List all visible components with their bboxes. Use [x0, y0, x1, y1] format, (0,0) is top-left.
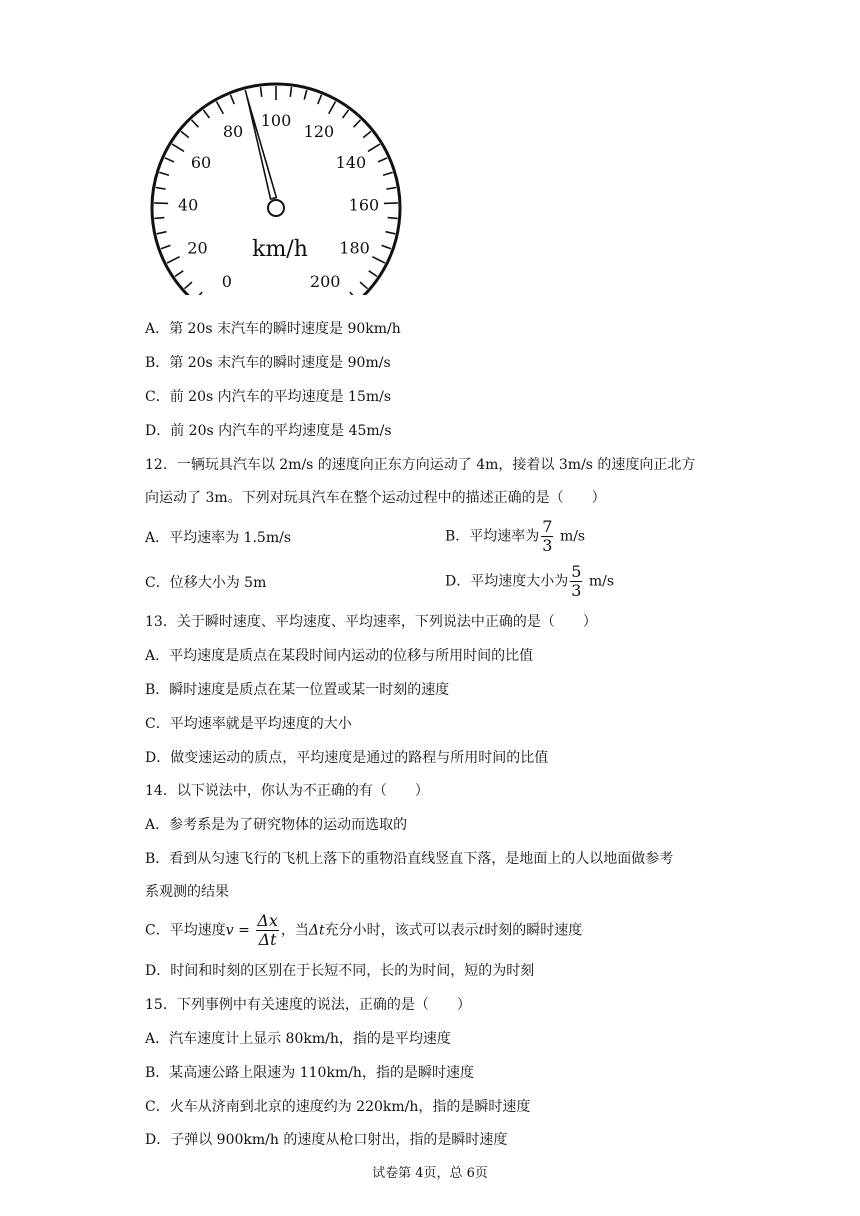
- speedometer-figure: [150, 80, 410, 295]
- fraction-denominator: 3: [571, 581, 582, 600]
- minor-tick: [363, 131, 371, 137]
- tick-label: 200: [309, 271, 341, 291]
- q13-option-b: B．瞬时速度是质点在某一位置或某一时刻的速度: [145, 682, 450, 698]
- minor-tick: [192, 120, 199, 127]
- q12-option-a: A．平均速率为 1.5m/s: [145, 530, 292, 546]
- needle-hub: [268, 200, 284, 216]
- minor-tick: [360, 282, 368, 289]
- minor-tick: [157, 232, 167, 234]
- t-symbol: t: [478, 922, 485, 939]
- unit: m/s: [559, 528, 586, 545]
- q15-stem: 15．下列事例中有关速度的说法，正确的是（ ）: [145, 997, 471, 1013]
- text-segment: ，当: [280, 922, 309, 939]
- q14-option-b-line2: 系观测的结果: [145, 884, 229, 900]
- major-tick: [329, 102, 336, 114]
- fraction-five-thirds: [570, 563, 582, 600]
- q15-option-a: A．汽车速度计上显示 80km/h，指的是平均速度: [145, 1031, 451, 1047]
- minor-tick: [383, 172, 393, 175]
- q12-option-d-label: D．平均速度大小为: [445, 573, 569, 590]
- tick-label: 20: [187, 238, 208, 258]
- minor-tick: [159, 172, 169, 175]
- minor-tick: [260, 87, 261, 97]
- minor-tick: [382, 245, 391, 248]
- minor-tick: [230, 95, 234, 104]
- fraction-dx-dt: [256, 912, 279, 949]
- minor-tick: [388, 218, 398, 219]
- major-tick: [368, 144, 380, 151]
- tick-label: 140: [335, 152, 367, 172]
- q13-option-d: D．做变速运动的质点，平均速度是通过的路程与所用时间的比值: [145, 750, 549, 766]
- q15-option-d: D．子弹以 900km/h 的速度从枪口射出，指的是瞬时速度: [145, 1132, 508, 1148]
- fraction-numerator: Δx: [257, 911, 278, 930]
- minor-tick: [350, 292, 357, 295]
- major-tick: [167, 257, 179, 263]
- q15-option-c: C．火车从济南到北京的速度约为 220km/h，指的是瞬时速度: [145, 1099, 531, 1115]
- major-tick: [372, 257, 384, 263]
- minor-tick: [343, 110, 349, 118]
- q14-option-d: D．时间和时刻的区别在于长短不同，长的为时间，短的为时刻: [145, 963, 535, 979]
- major-tick: [172, 144, 184, 151]
- tick-label: 100: [260, 111, 292, 130]
- text-segment: 时刻的瞬时速度: [484, 922, 583, 939]
- equals-sign: =: [233, 922, 255, 939]
- delta-t-symbol: Δt: [308, 922, 325, 939]
- minor-tick: [195, 292, 202, 295]
- minor-tick: [184, 282, 192, 289]
- tick-label: 180: [339, 238, 370, 258]
- minor-tick: [369, 271, 377, 277]
- minor-tick: [203, 110, 209, 118]
- text-segment: 充分小时，该式可以表示: [324, 922, 479, 939]
- q13-option-c: C．平均速率就是平均速度的大小: [145, 716, 352, 732]
- q11-option-c: C．前 20s 内汽车的平均速度是 15m/s: [145, 389, 392, 405]
- minor-tick: [304, 90, 307, 100]
- q12-option-b: [445, 518, 585, 555]
- q13-stem: 13．关于瞬时速度、平均速度、平均速率，下列说法中正确的是（ ）: [145, 614, 597, 630]
- fraction-seven-thirds: [541, 518, 553, 555]
- q14-stem: 14．以下说法中，你认为不正确的有（ ）: [145, 783, 429, 799]
- minor-tick: [161, 245, 170, 248]
- minor-tick: [378, 158, 387, 162]
- q14-option-c: [145, 912, 582, 949]
- tick-label: 0: [221, 271, 232, 291]
- page-footer: 试卷第 4页，总 6页: [372, 1166, 488, 1181]
- major-tick: [216, 102, 223, 114]
- q11-option-a: A．第 20s 末汽车的瞬时速度是 90km/h: [145, 321, 401, 337]
- q12-option-c: C．位移大小为 5m: [145, 575, 267, 591]
- fraction-numerator: 7: [542, 517, 553, 536]
- minor-tick: [386, 187, 396, 189]
- tick-label: 80: [222, 122, 244, 142]
- q14-option-b-line1: B．看到从匀速飞行的飞机上落下的重物沿直线竖直下落，是地面上的人以地面做参考: [145, 851, 674, 867]
- fraction-denominator: Δt: [258, 930, 277, 949]
- q15-option-b: B．某高速公路上限速为 110km/h，指的是瞬时速度: [145, 1065, 474, 1081]
- q11-option-b: B．第 20s 末汽车的瞬时速度是 90m/s: [145, 355, 391, 371]
- minor-tick: [290, 87, 291, 97]
- q12-stem-line1: 12．一辆玩具汽车以 2m/s 的速度向正东方向运动了 4m，接着以 3m/s 的速度向正北方: [145, 457, 696, 473]
- q12-option-d: [445, 563, 614, 600]
- unit-label: km/h: [252, 237, 308, 262]
- fraction-denominator: 3: [542, 536, 553, 555]
- q14-option-c-label: C．平均速度: [145, 922, 226, 939]
- minor-tick: [165, 158, 174, 162]
- minor-tick: [385, 232, 395, 234]
- fraction-numerator: 5: [571, 562, 582, 581]
- major-tick: [154, 203, 168, 204]
- minor-tick: [154, 218, 164, 219]
- q14-option-a: A．参考系是为了研究物体的运动而选取的: [145, 817, 408, 833]
- q13-option-a: A．平均速度是质点在某段时间内运动的位移与所用时间的比值: [145, 648, 534, 664]
- minor-tick: [175, 271, 183, 277]
- minor-tick: [354, 120, 361, 127]
- tick-label: 160: [348, 195, 380, 215]
- tick-label: 120: [303, 122, 335, 142]
- velocity-symbol: v: [225, 922, 234, 939]
- q11-option-d: D．前 20s 内汽车的平均速度是 45m/s: [145, 423, 392, 439]
- minor-tick: [181, 131, 189, 137]
- unit: m/s: [588, 573, 615, 590]
- minor-tick: [156, 187, 166, 189]
- q12-option-b-label: B．平均速率为: [445, 528, 540, 545]
- tick-label: 40: [177, 195, 199, 215]
- minor-tick: [318, 95, 322, 104]
- q12-stem-line2: 向运动了 3m。下列对玩具汽车在整个运动过程中的描述正确的是（ ）: [145, 490, 606, 506]
- tick-label: 60: [190, 152, 212, 172]
- major-tick: [384, 203, 398, 204]
